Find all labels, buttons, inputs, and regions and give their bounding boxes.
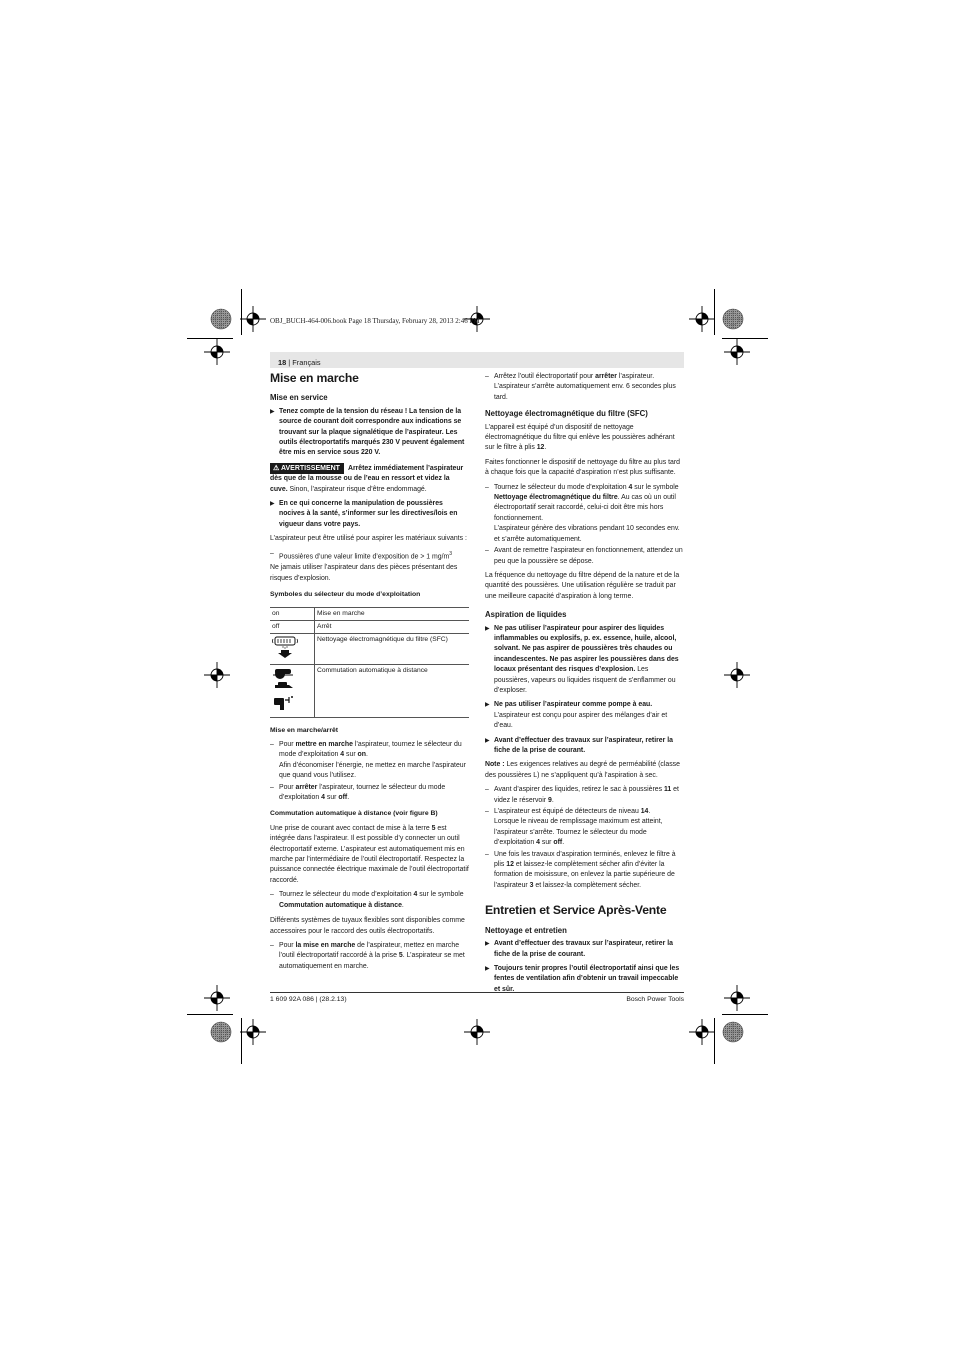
arrow-bullet-icon: ▶ — [485, 737, 490, 744]
dash-arreter: – Pour arrêter l’aspirateur, tournez le sélecteur du mode d’exploitation 4 sur off. — [270, 783, 446, 802]
footer-brand: Bosch Power Tools — [626, 996, 684, 1003]
dash-termines: – Une fois les travaux d’aspiration terminés, enlevez le filtre à plis 12 et laissez-le complètement sécher afin d’éviter la formation de moisissure, on enlevez la partie supérieure de l’aspirateur 3 et laissez-la complètement sécher. — [485, 850, 676, 889]
bullet-inflammables: ▶ Ne pas utiliser l’aspirateur pour aspirer des liquides inflammables ou explosifs, p. ex. essence, huile, alcool, solvant. Ne pas aspirer de poussières très chaudes ou incandescentes. Ne pas aspirer les poussières dans des locaux présentant des risques d’explosion. Les poussières, vapeurs ou liquides risquent de s’enflammer ou d’exploser. — [485, 624, 679, 694]
bullet-poussieres: ▶ En ce qui concerne la manipulation de poussières nocives à la santé, s’informer sur les directives/lois en vigueur dans votre pays. — [270, 500, 458, 528]
running-header: 18 | Français — [270, 352, 684, 368]
dash-mettre: – Pour mettre en marche l’aspirateur, tournez le sélecteur du mode d’exploitation 4 sur on. Afin d’économiser l’énergie, ne mettez en marche l’aspirateur que quand vous l’utilisez. — [270, 741, 466, 780]
dash-avant: – Avant de remettre l’aspirateur en fonctionnement, attendez un peu que la poussière se dépose. — [485, 547, 683, 565]
filter-cleaning-icon — [272, 635, 300, 659]
arrow-bullet-icon: ▶ — [485, 941, 490, 948]
dash-arretez: – Arrêtez l’outil électroportatif pour arrêter l’aspirateur. L’aspirateur s’arrête automatiquement env. 6 secondes plus tard. — [485, 373, 676, 401]
drill-icon — [274, 696, 293, 710]
para-tuyaux: Différents systèmes de tuyaux flexibles sont disponibles comme accessoires pour le raccord des outils électroportatifs. — [270, 917, 465, 935]
subheading-nettoyage: Nettoyage et entretien — [485, 925, 567, 935]
header-language: Français — [292, 358, 321, 367]
para-materiaux: L’aspirateur peut être utilisé pour aspirer les matériaux suivants : — [270, 535, 467, 543]
dash-detecteurs: – L’aspirateur est équipé de détecteurs de niveau 14. Lorsque le niveau de remplissage maximum est atteint, l’aspirateur s’arrête. Tournez le sélecteur du mode d’exploitation 4 sur off. — [485, 808, 663, 847]
warning-badge: ⚠ AVERTISSEMENT — [270, 463, 344, 474]
page-number: 18 — [278, 358, 287, 367]
subheading-sfc: Nettoyage électromagnétique du filtre (SFC) — [485, 409, 648, 419]
arrow-bullet-icon: ▶ — [270, 501, 275, 508]
bullet-travaux-2: ▶ Avant d’effectuer des travaux sur l’aspirateur, retirer la fiche de la prise de courant. — [485, 940, 673, 958]
bullet-travaux: ▶ Avant d’effectuer des travaux sur l’aspirateur, retirer la fiche de la prise de courant. — [485, 736, 673, 754]
bullet-propres: ▶ Toujours tenir propres l’outil électroportatif ainsi que les fentes de ventilation afin d’obtenir un travail impeccable et sûr. — [485, 964, 680, 993]
symbols-table — [270, 607, 469, 718]
power-tool-icons — [272, 666, 302, 712]
table-row: off Arrêt — [270, 620, 469, 633]
sander-icon — [275, 682, 293, 688]
section-title-mise-en-marche: Mise en marche — [270, 371, 359, 385]
dash-tournez: – Tournez le sélecteur du mode d’exploitation 4 sur le symbole Commutation automatique à distance. — [270, 891, 464, 909]
circular-saw-icon — [273, 669, 293, 679]
section-title-entretien: Entretien et Service Après-Vente — [485, 903, 667, 918]
para-jamais: Ne jamais utiliser l’aspirateur dans des pièces présentant des risques d’explosion. — [270, 564, 458, 582]
left-column — [270, 373, 469, 973]
arrow-bullet-icon: ▶ — [485, 625, 490, 632]
footer-docnumber: 1 609 92A 086 | (28.2.13) — [270, 996, 347, 1003]
dash-lamise: – Pour la mise en marche de l’aspirateur, mettez en marche l’outil électroportatif raccordé à la prise 5. L’aspirateur se met automatiquement en marche. — [270, 941, 465, 970]
subheading-commutation: Commutation automatique à distance (voir figure B) — [270, 810, 438, 818]
para-prise: Une prise de courant avec contact de mise à la terre 5 est intégrée dans l’aspirateur. Il est possible d’y connecter un outil électroportatif externe. L’aspirateur est automatiquement mis en marche par l’intermédiaire de l’outil électroportatif. Respectez la puissance connectée électrique maximale de l’outil électroportatif raccordé. — [270, 824, 469, 884]
table-row: Nettoyage électromagnétique du filtre (SFC) — [270, 633, 469, 664]
dash-sac: – Avant d’aspirer des liquides, retirez le sac à poussières 11 et videz le réservoir 9. — [485, 786, 679, 804]
arrow-bullet-icon: ▶ — [485, 702, 490, 709]
subheading-marche-arret: Mise en marche/arrêt — [270, 726, 339, 734]
bullet-tension: ▶ Tenez compte de la tension du réseau ! La tension de la source de courant doit correspondre aux indications se trouvant sur la plaque signalétique de l’aspirateur. Les outils électroportatifs marqués 230 V peuvent également être mis en service sous 220 V. — [270, 407, 465, 457]
dash-tournez-sfc: – Tournez le sélecteur du mode d’exploitation 4 sur le symbole Nettoyage électromagnétique du filtre. Au cas où un outil électroportatif serait raccordé, celui-ci doit être mis hors fonctionnement. L’aspirateur génère des vibrations pendant 10 secondes env. et s’arrête automatiquement. — [485, 483, 680, 543]
arrow-bullet-icon: ▶ — [485, 965, 490, 972]
arrow-bullet-icon: ▶ — [270, 408, 275, 415]
note: Note : Les exigences relatives au degré de perméabilité (classe des poussières L) ne s’appliquent qu’à l’aspiration à sec. — [485, 761, 680, 779]
bullet-pompe: ▶ Ne pas utiliser l’aspirateur comme pompe à eau. L’aspirateur est conçu pour aspirer des mélanges d’air et d’eau. — [485, 701, 668, 730]
table-row: on Mise en marche — [270, 607, 469, 620]
table-row: Commutation automatique à distance — [270, 664, 469, 717]
subheading-mise-en-service: Mise en service — [270, 393, 328, 403]
dash-limite: – Poussières d’une valeur limite d’exposition de > 1 $mg/m^3$ — [270, 549, 453, 560]
subheading-liquides: Aspiration de liquides — [485, 610, 567, 620]
warning-triangle-icon: ⚠ — [273, 464, 280, 472]
right-column — [485, 372, 684, 999]
warning-block: ⚠ AVERTISSEMENT Arrêtez immédiatement l’aspirateur dès que de la mousse ou de l’eau en ressort et videz la cuve. Sinon, l’aspirateur risque d’être endommagé. — [270, 464, 464, 493]
para-faites: Faites fonctionner le dispositif de nettoyage du filtre au plus tard à chaque fois que la capacité d’aspiration n’est plus suffisante. — [485, 458, 680, 477]
subheading-symboles: Symboles du sélecteur du mode d’exploitation — [270, 591, 421, 599]
print-header: OBJ_BUCH-464-006.book Page 18 Thursday, February 28, 2013 2:46 PM — [270, 317, 480, 325]
para-sfc: L’appareil est équipé d’un dispositif de nettoyage électromagnétique du filtre qui enlève les poussières adhérant sur le filtre à plis 12. — [485, 423, 675, 452]
para-frequence: La fréquence du nettoyage du filtre dépend de la nature et de la quantité des poussières. Une utilisation régulière se traduit par une meilleure capacité d’aspiration à long terme. — [485, 571, 680, 600]
page-footer — [270, 992, 684, 1003]
